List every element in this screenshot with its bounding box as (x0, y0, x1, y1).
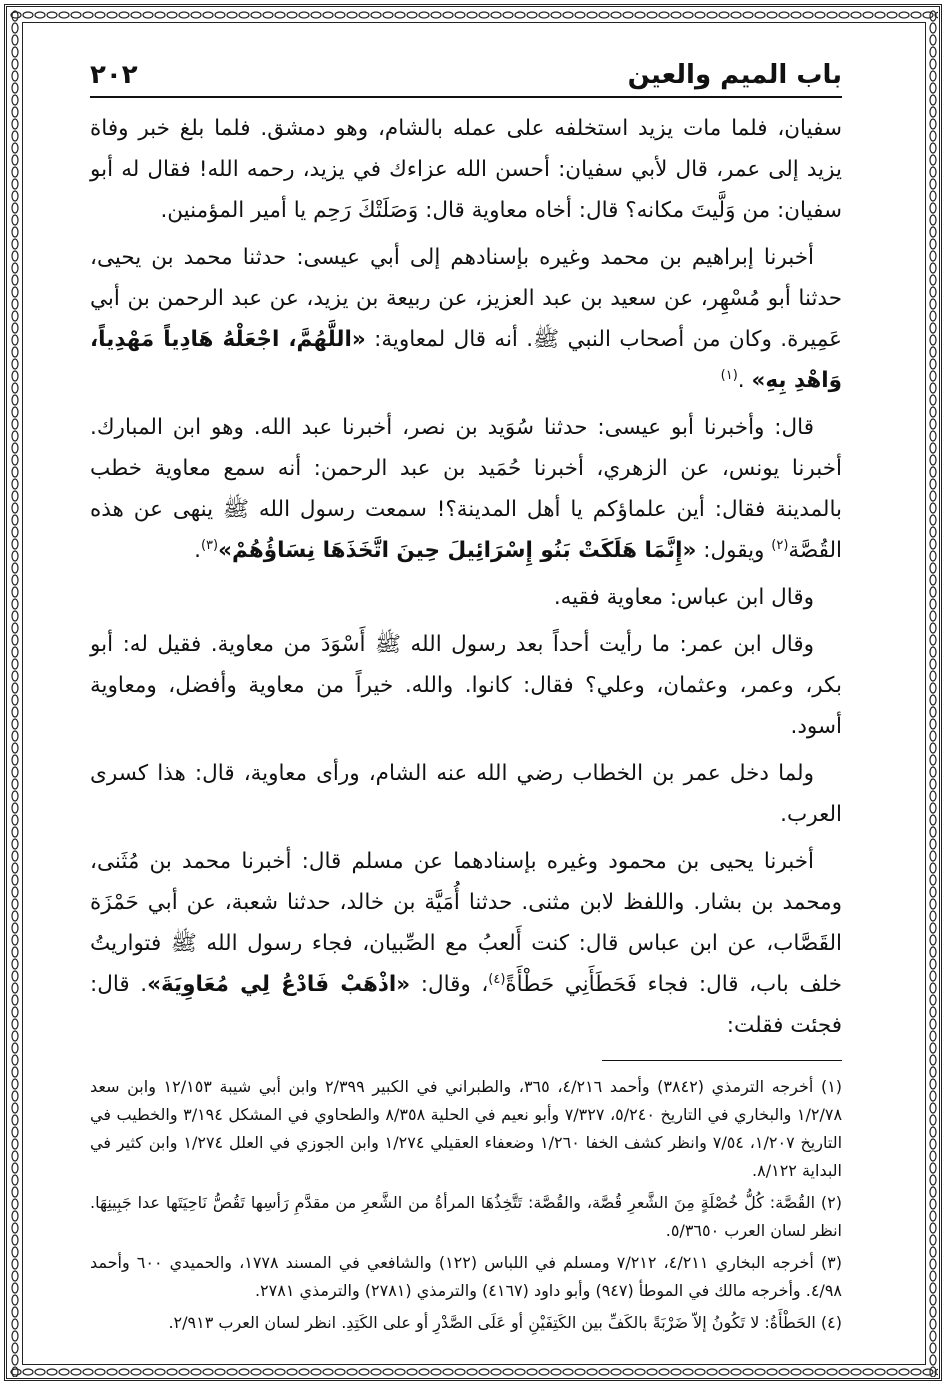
footnote-reference: (٢) (771, 537, 789, 553)
main-text (90, 108, 842, 1046)
footnote-reference: (٣) (200, 537, 219, 553)
paragraph-text: . (737, 368, 752, 393)
paragraph-text: ، وقال: (410, 972, 489, 997)
footnote-number: (٢) (820, 1193, 842, 1212)
footnote-reference: (١) (720, 367, 738, 383)
footnote (90, 1249, 842, 1305)
paragraph-text: أخبرنا إبراهيم بن محمد وغيره بإسنادهم إلى أبي عيسى: حدثنا محمد بن يحيى، حدثنا أبو مُسْهِر، عن سعيد بن عبد العزيز، عن ربيعة بن يزيد، عن عبد الرحمن بن أبي عَمِيرة. وكان من أصحاب النبي ﷺ. أنه قال لمعاوية: (90, 245, 843, 352)
paragraph (90, 624, 842, 747)
chain-border-left (10, 10, 20, 1377)
paragraph-text: . (194, 538, 201, 563)
footnote-text: أخرجه الترمذي (٣٨٤٢) وأحمد ٤/٢١٦، ٣٦٥، والطبراني في الكبير ٢/٣٩٩ وابن أبي شيبة ١٢/١٥٣ وابن سعد ١/٢/٧٨ والبخاري في التاريخ ٥/٢٤٠، ٧/٣٢٧ وأبو نعيم في الحلية ٨/٣٥٨ والطحاوي في المشكل ٣/١٩٤ والخطيب في التاريخ ١/٢٠٧، ٧/٥٤ وانظر كشف الخفا ١/٢٦٠ وضعفاء العقيلي ١/٢٧٤ وابن الجوزي في العلل ١/٢٧٤ وابن كثير في البداية ٨/١٢٢. (90, 1077, 843, 1180)
paragraph-text: قال: وأخبرنا أبو عيسى: حدثنا سُوَيد بن نصر، أخبرنا عبد الله. وهو ابن المبارك. أخبرنا يونس، عن الزهري، أخبرنا حُمَيد بن عبد الرحمن: أنه سمع معاوية خطب بالمدينة فقال: أين علماؤكم يا أهل المدينة؟! سمعت رسول الله ﷺ ينهى عن هذه القُصَّة (90, 415, 842, 563)
paragraph (90, 237, 842, 401)
paragraph (90, 577, 842, 618)
footnote (90, 1073, 842, 1185)
paragraph-text: ويقول: (696, 538, 772, 563)
footnote-number: (٤) (820, 1313, 842, 1332)
chain-border-bottom (10, 1367, 938, 1377)
footnote-separator (602, 1060, 842, 1061)
chain-border-top (10, 10, 938, 20)
running-header (90, 60, 842, 98)
hadith-quote: «اذْهَبْ فَادْعُ لِي مُعَاوِيَةَ» (147, 972, 411, 997)
paragraph (90, 407, 842, 571)
paragraph-text: وقال ابن عمر: ما رأيت أحداً بعد رسول الله ﷺ أَسْوَدَ من معاوية. فقيل له: أبو بكر، وعمر، وعثمان، وعلي؟ فقال: كانوا. والله. خيراً من معاوية وأفضل، ومعاوية أسود. (90, 632, 842, 739)
paragraph (90, 753, 842, 835)
paragraph-text: أخبرنا يحيى بن محمود وغيره بإسنادهما عن مسلم قال: أخبرنا محمد بن مُثَنى، ومحمد بن بشار. واللفظ لابن مثنى. حدثنا أُمَيَّة بن خالد، حدثنا شعبة، عن أبي حَمْزَة القَصَّاب، عن ابن عباس قال: كنت أَلعبُ مع الصِّبيان، فجاء رسول الله ﷺ فتواريتُ خلف باب، قال: فجاء فَحَطَأَنِي حَطْأَةً (90, 849, 842, 997)
footnote-number: (١) (820, 1077, 843, 1096)
footnotes (90, 1073, 842, 1337)
hadith-quote: «اللَّهُمَّ، اجْعَلْهُ هَادِياً مَهْدِياً، وَاهْدِ بِهِ» (90, 327, 842, 393)
footnote (90, 1309, 842, 1337)
paragraph-text: ولما دخل عمر بن الخطاب رضي الله عنه الشام، ورأى معاوية، قال: هذا كسرى العرب. (90, 761, 842, 827)
paragraph-text: سفيان، فلما مات يزيد استخلفه على عمله بالشام، وهو دمشق. فلما بلغ خبر وفاة يزيد إلى عمر، قال لأبي سفيان: أحسن الله عزاءك في يزيد، رحمه الله! فقال له أبو سفيان: من وَلَّيتَ مكانه؟ قال: أخاه معاوية قال: وَصَلَتْكَ رَحِم يا أمير المؤمنين. (90, 116, 842, 223)
page-number: ٢٠٢ (90, 60, 138, 90)
page-content (90, 60, 842, 1341)
footnote-reference: (٤) (488, 971, 506, 987)
footnote-text: أخرجه البخاري ٤/٢١١، ٧/٢١٢ ومسلم في اللباس (١٢٢) والشافعي في المسند ١٧٧٨، والحميدي ٦٠٠ وأحمد ٤/٩٨. وأخرجه مالك في الموطأ (٩٤٧) وأبو داود (٤١٦٧) والترمذي (٢٧٨١) والترمذي ٢٧٨١. (90, 1253, 842, 1300)
hadith-quote: «إِنَّمَا هَلَكَتْ بَنُو إِسْرَائِيلَ حِينَ اتَّخَذَهَا نِسَاؤُهُمْ» (218, 538, 697, 563)
footnote-text: الحَطْأَةُ: لا تَكُونُ إلاّ ضَرْبَةً بالكَفِّ بين الكَتِفَيْنِ أو عَلَى الصَّدْرِ أو على الكَتِدِ. انظر لسان العرب ٢/٩١٣. (168, 1313, 821, 1332)
paragraph (90, 841, 842, 1046)
chapter-title: باب الميم والعين (627, 60, 842, 90)
footnote (90, 1189, 842, 1245)
paragraph (90, 108, 842, 231)
footnote-number: (٣) (820, 1253, 843, 1272)
footnote-text: القُصَّة: كُلُّ خُصْلَةٍ مِنَ الشَّعرِ قُصَّة، والقُصَّة: تَتَّخِذُهَا المرأةُ من الشَّعرِ من مقدَّمِ رَأسِها تَقُصُّ نَاحِيَتَها عدا جَبِينِهَا. انظر لسان العرب ٥/٣٦٥٠. (90, 1193, 842, 1240)
paragraph-text: . قال: فجئت فقلت: (90, 972, 842, 1038)
chain-border-right (928, 10, 938, 1377)
paragraph-text: وقال ابن عباس: معاوية فقيه. (553, 585, 814, 610)
